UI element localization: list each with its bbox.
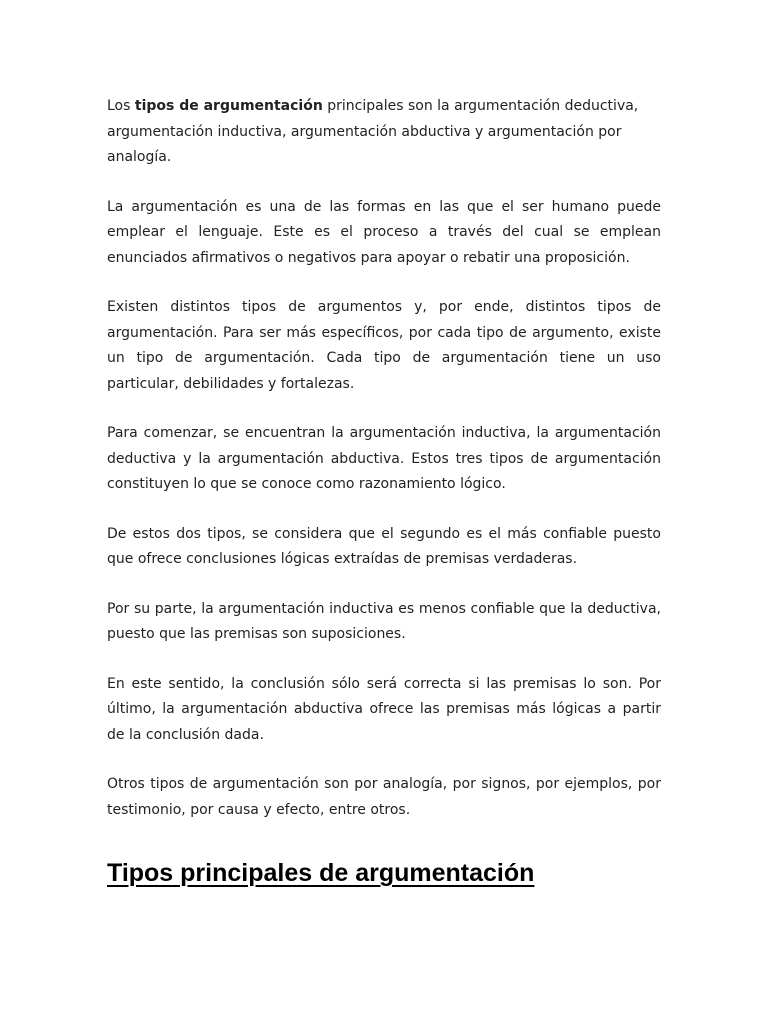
paragraph-abductive: En este sentido, la conclusión sólo será correcta si las premisas lo son. Por último, la argumentación abductiva ofrece las premisas más lógicas a partir de la conclusión dada.: [107, 675, 661, 743]
paragraph-inductive: Por su parte, la argumentación inductiva es menos confiable que la deductiva, puesto que las premisas son suposiciones.: [107, 600, 661, 642]
intro-bold-term: tipos de argumentación: [134, 98, 323, 114]
paragraph-argumentation-definition: La argumentación es una de las formas en las que el ser humano puede emplear el lenguaje. Este es el proceso a través del cual se emplean enunciados afirmativos o negativos para apoyar o rebatir una proposición.: [107, 198, 661, 266]
intro-suffix: principales son la argumentación deductiva, argumentación inductiva, argumentación abductiva y argumentación por analogía.: [107, 98, 639, 165]
section-heading: Tipos principales de argumentación: [107, 859, 535, 887]
document-body: [107, 94, 661, 847]
intro-prefix: Los: [107, 98, 135, 114]
paragraph-deductive-reliability: De estos dos tipos, se considera que el segundo es el más confiable puesto que ofrece conclusiones lógicas extraídas de premisas verdaderas.: [107, 525, 661, 567]
paragraph-other-types: Otros tipos de argumentación son por analogía, por signos, por ejemplos, por testimonio, por causa y efecto, entre otros.: [107, 776, 661, 818]
intro-paragraph: [107, 94, 661, 171]
paragraph-types-of-arguments: Existen distintos tipos de argumentos y, por ende, distintos tipos de argumentación. Para ser más específicos, por cada tipo de argumento, existe un tipo de argumentación. Cada tipo de argumentación tiene un uso particular, debilidades y fortalezas.: [107, 299, 661, 392]
paragraph-logical-reasoning: Para comenzar, se encuentran la argumentación inductiva, la argumentación deductiva y la argumentación abductiva. Estos tres tipos de argumentación constituyen lo que se conoce como razonamiento lógico.: [107, 425, 661, 492]
